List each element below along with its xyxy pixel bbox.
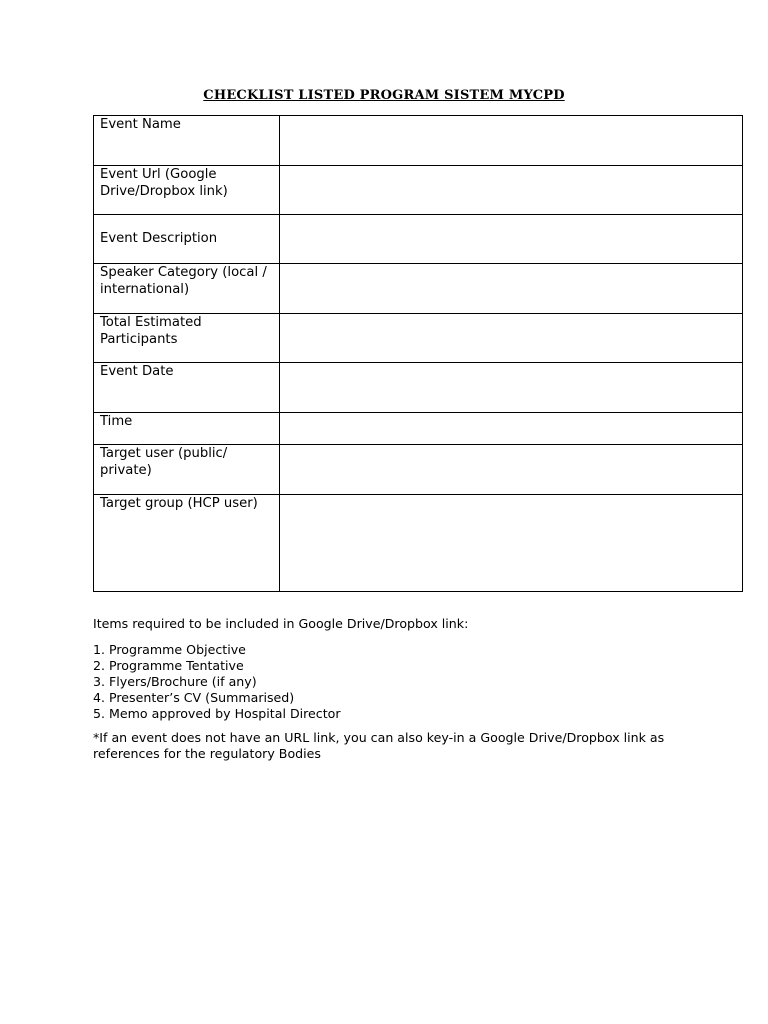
list-item: 4. Presenter’s CV (Summarised): [93, 690, 295, 705]
target-user-label: Target user (public/ private): [94, 445, 280, 495]
row-total-participants: [94, 314, 743, 363]
target-user-field[interactable]: [280, 445, 743, 495]
event-url-label: Event Url (Google Drive/Dropbox link): [94, 166, 280, 215]
document-title: CHECKLIST LISTED PROGRAM SISTEM MYCPD: [203, 88, 565, 103]
row-target-user: [94, 445, 743, 495]
list-item: 5. Memo approved by Hospital Director: [93, 706, 341, 721]
row-time: [94, 413, 743, 445]
footnote: *If an event does not have an URL link, you can also key-in a Google Drive/Dropbox link as references for the regulatory Bodies: [93, 730, 665, 761]
row-event-name: [94, 116, 743, 166]
row-target-group: [94, 495, 743, 592]
total-participants-field[interactable]: [280, 314, 743, 363]
time-label: Time: [94, 413, 280, 445]
target-group-label: Target group (HCP user): [94, 495, 280, 592]
row-event-date: [94, 363, 743, 413]
list-item: 1. Programme Objective: [93, 642, 246, 657]
total-participants-label: Total Estimated Participants: [94, 314, 280, 363]
list-item: 2. Programme Tentative: [93, 658, 244, 673]
speaker-category-label: Speaker Category (local / international): [94, 264, 280, 314]
checklist-table: [93, 115, 743, 592]
list-item: 3. Flyers/Brochure (if any): [93, 674, 257, 689]
event-date-label: Event Date: [94, 363, 280, 413]
event-name-label: Event Name: [94, 116, 280, 166]
notes-intro: Items required to be included in Google Drive/Dropbox link:: [93, 616, 469, 631]
event-description-label: Event Description: [94, 215, 280, 264]
time-field[interactable]: [280, 413, 743, 445]
notes-section: [93, 616, 733, 762]
event-url-field[interactable]: [280, 166, 743, 215]
row-event-description: [94, 215, 743, 264]
event-name-field[interactable]: [280, 116, 743, 166]
required-items-list: [93, 642, 733, 722]
event-date-field[interactable]: [280, 363, 743, 413]
speaker-category-field[interactable]: [280, 264, 743, 314]
target-group-field[interactable]: [280, 495, 743, 592]
row-speaker-category: [94, 264, 743, 314]
row-event-url: [94, 166, 743, 215]
event-description-field[interactable]: [280, 215, 743, 264]
